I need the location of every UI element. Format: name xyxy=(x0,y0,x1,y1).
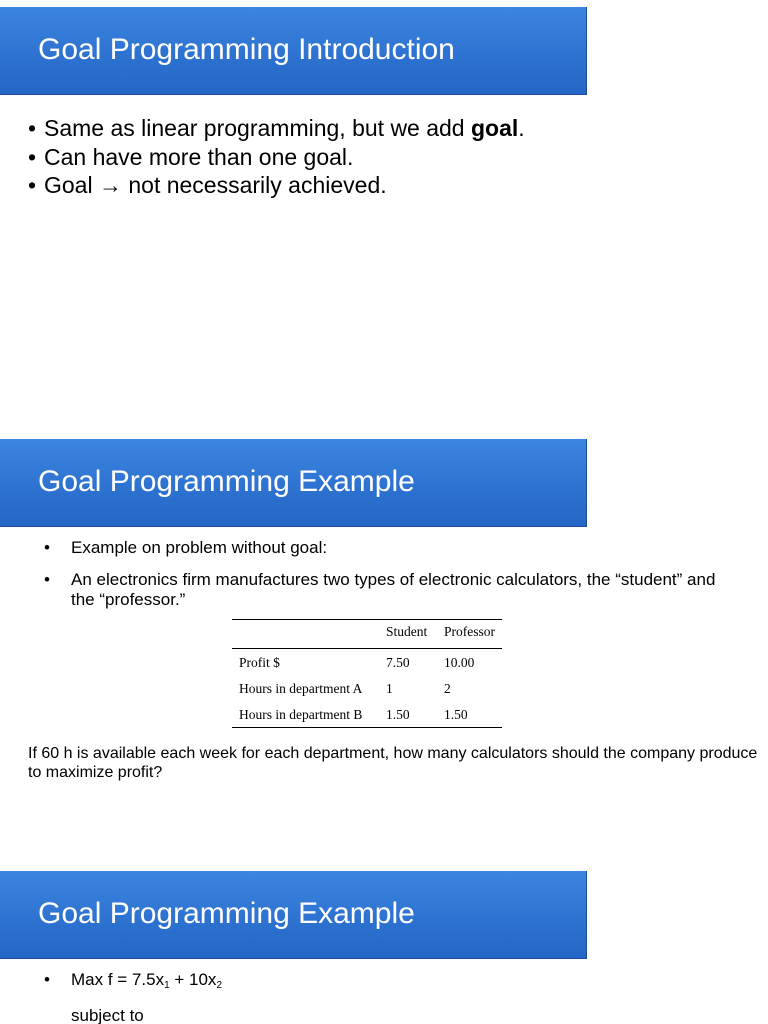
table-cell: 1.50 xyxy=(386,707,410,722)
objective-part: + 10x xyxy=(169,970,217,989)
bullet-text-suffix: . xyxy=(518,115,525,141)
bullet-bold-text: goal xyxy=(471,115,519,141)
slide-2 xyxy=(0,432,768,864)
table-header-row xyxy=(232,620,502,649)
subject-to-line xyxy=(44,1006,721,1024)
slide-2-title: Goal Programming Example xyxy=(38,465,415,498)
calculator-table-wrapper xyxy=(232,619,502,728)
bullet-item xyxy=(28,171,525,200)
table-header-cell: Student xyxy=(379,620,437,649)
slide-1-title: Goal Programming Introduction xyxy=(38,33,455,66)
slide-1 xyxy=(0,0,768,432)
table-row xyxy=(232,649,502,676)
bullet-dot-icon: • xyxy=(28,143,37,170)
table-header-cell xyxy=(232,620,379,649)
table-cell: Hours in department B xyxy=(239,707,363,722)
bullet-item xyxy=(28,143,525,172)
table-row xyxy=(232,675,502,701)
objective-part: Max f = 7.5x xyxy=(71,970,165,989)
bullet-text: Goal → not necessarily achieved. xyxy=(44,172,387,198)
subject-to-text: subject to xyxy=(71,1006,144,1024)
slide-1-bullet-list xyxy=(28,114,525,200)
bullet-item xyxy=(44,970,721,990)
bullet-item xyxy=(44,538,721,558)
table-cell: Profit $ xyxy=(239,655,280,670)
table-cell: 1.50 xyxy=(444,707,468,722)
table-header-cell: Professor xyxy=(437,620,502,649)
bullet-text: Example on problem without goal: xyxy=(71,538,328,557)
slide-3-title-bar xyxy=(0,871,587,959)
table-cell: 2 xyxy=(444,681,451,696)
objective-function xyxy=(71,970,222,989)
table-cell: 10.00 xyxy=(444,655,475,670)
subscript: 1 xyxy=(164,980,170,991)
bullet-dot-icon: • xyxy=(44,538,50,557)
slide-1-title-bar xyxy=(0,7,587,95)
table-row xyxy=(232,701,502,728)
bullet-item xyxy=(44,570,721,610)
bullet-dot-icon: • xyxy=(44,970,50,989)
bullet-dot-icon: • xyxy=(44,570,50,589)
bullet-text: Can have more than one goal. xyxy=(44,143,354,170)
slide-3-title: Goal Programming Example xyxy=(38,897,415,930)
table-cell: 1 xyxy=(386,681,393,696)
table-cell: 7.50 xyxy=(386,655,410,670)
bullet-item xyxy=(28,114,525,143)
slide-3 xyxy=(0,864,768,1024)
bullet-text: An electronics firm manufactures two types of electronic calculators, the “student” and the “professor.” xyxy=(71,570,716,609)
question-text: If 60 h is available each week for each department, how many calculators should the company produce to maximize profit? xyxy=(28,745,758,781)
subscript: 2 xyxy=(216,980,222,991)
bullet-dot-icon: • xyxy=(28,115,37,141)
bullet-dot-icon: • xyxy=(28,172,37,198)
table-cell: Hours in department A xyxy=(239,681,363,696)
slide-3-bullet-list xyxy=(44,970,721,1024)
slide-2-title-bar xyxy=(0,439,587,527)
calculator-table xyxy=(232,619,502,728)
bullet-text: Same as linear programming, but we add xyxy=(44,115,471,141)
slide-2-bullet-list xyxy=(44,538,721,622)
